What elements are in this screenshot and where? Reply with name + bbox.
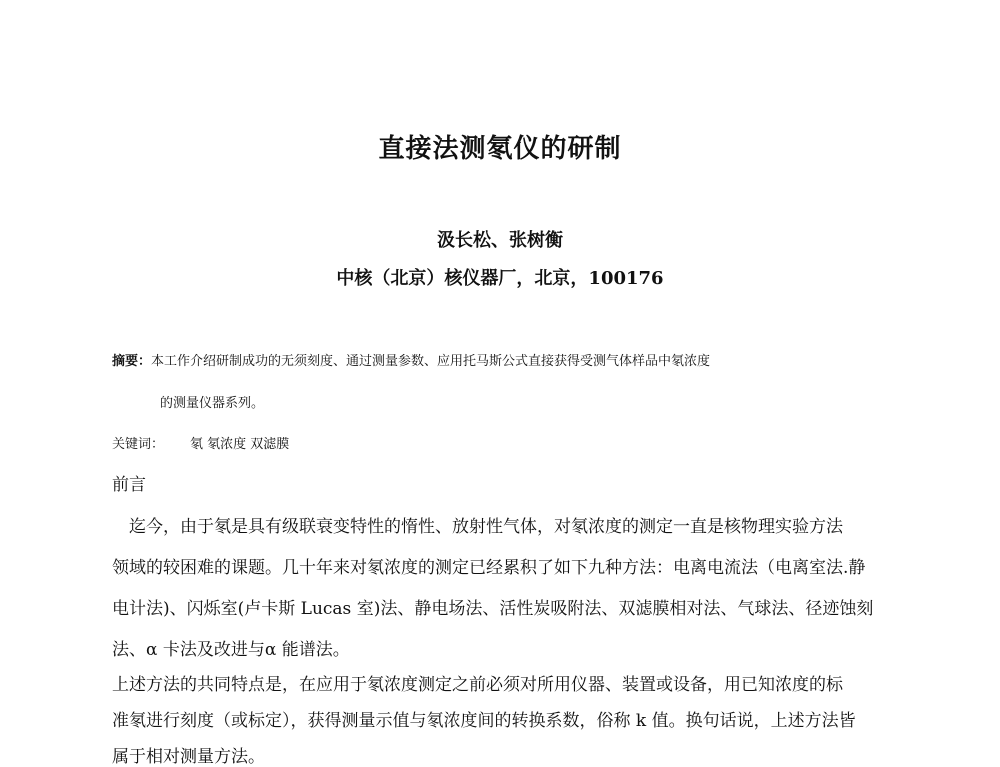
keywords-value: 氡 氡浓度 双滤膜 <box>190 437 290 452</box>
abstract-label: 摘要： <box>112 354 152 369</box>
body-text-line: 迄今，由于氡是具有级联衰变特性的惰性、放射性气体，对氡浓度的测定一直是核物理实验方法 <box>112 517 843 537</box>
abstract-line-2: 的测量仪器系列。 <box>160 396 265 411</box>
body-text-line: 电计法)、闪烁室(卢卡斯 Lucas 室)法、静电场法、活性炭吸附法、双滤膜相对法、气球法、径迹蚀刻 <box>112 599 874 619</box>
paper-affiliation: 中核（北京）核仪器厂，北京，100176 <box>336 268 664 289</box>
body-text-line: 领域的较困难的课题。几十年来对氡浓度的测定已经累积了如下九种方法：电离电流法（电离室法.静 <box>112 558 866 578</box>
body-text-line: 上述方法的共同特点是，在应用于氡浓度测定之前必须对所用仪器、装置或设备，用已知浓度的标 <box>112 675 843 695</box>
body-text-line: 属于相对测量方法。 <box>112 747 265 767</box>
paper-title: 直接法测氡仪的研制 <box>378 134 622 164</box>
keywords-label: 关键词： <box>112 437 165 452</box>
keywords <box>112 433 289 452</box>
paper-authors: 汲长松、张树衡 <box>437 230 563 251</box>
abstract-text-1: 本工作介绍研制成功的无须刻度、通过测量参数、应用托马斯公式直接获得受测气体样品中氡浓度 <box>151 354 711 369</box>
section-heading-preface: 前言 <box>112 475 146 495</box>
body-text-line: 法、α 卡法及改进与α 能谱法。 <box>112 640 350 660</box>
body-text-line: 准氡进行刻度（或标定），获得测量示值与氡浓度间的转换系数，俗称 k 值。换句话说，上述方法皆 <box>112 711 856 731</box>
abstract-line-1 <box>112 350 710 369</box>
